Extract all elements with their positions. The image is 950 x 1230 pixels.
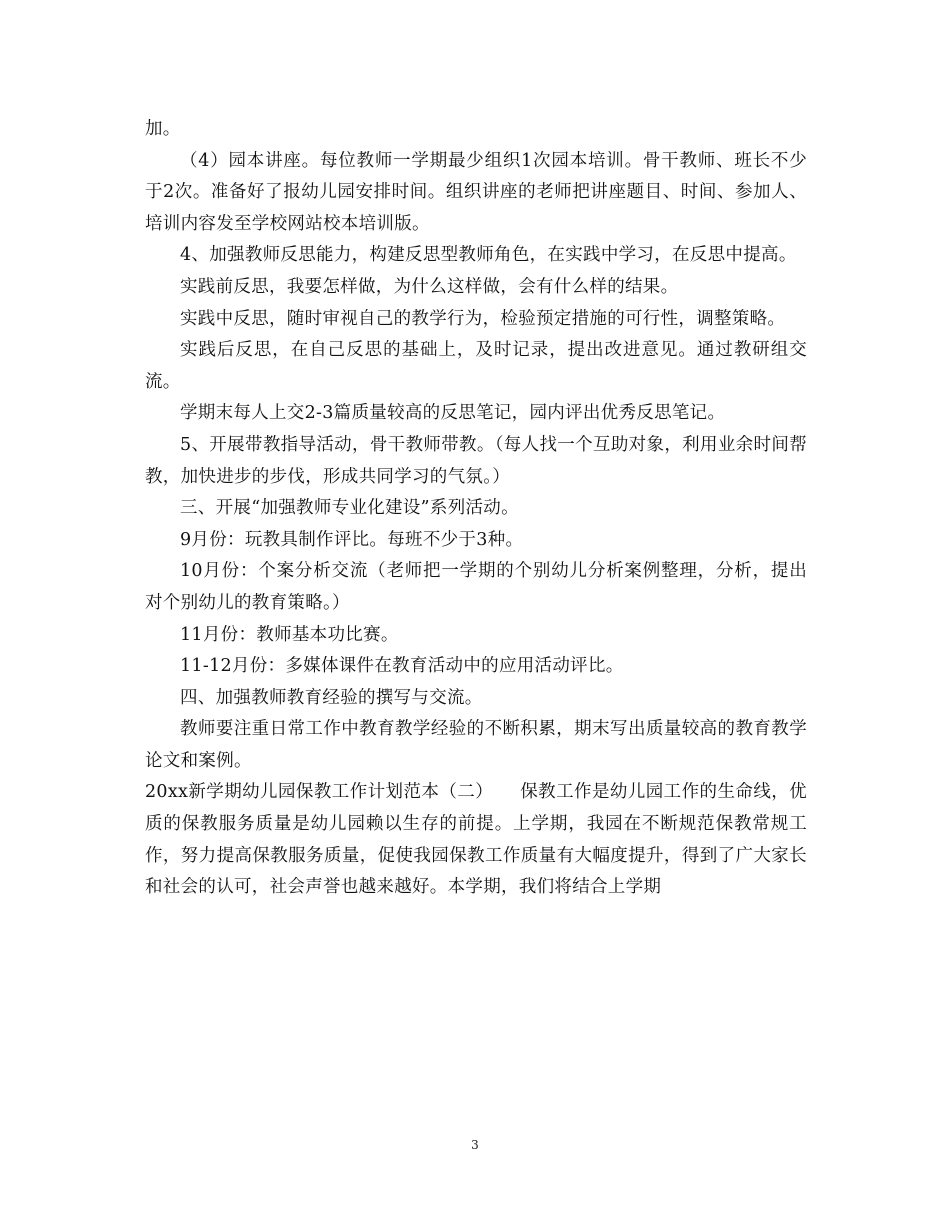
paragraph-11: 10月份：个案分析交流（老师把一学期的个别幼儿分析案例整理，分析，提出对个别幼儿的教育策略。） xyxy=(145,561,807,613)
paragraph-3: 4、加强教师反思能力，构建反思型教师角色，在实践中学习，在反思中提高。 xyxy=(180,245,797,266)
section-heading-3: 三、开展“加强教师专业化建设”系列活动。 xyxy=(180,498,519,519)
paragraph-8: 5、开展带教指导活动，骨干教师带教。（每人找一个互助对象，利用业余时间帮教，加快进步的步伐，形成共同学习的气氛。） xyxy=(145,434,807,487)
paragraph-6: 实践后反思，在自己反思的基础上，及时记录，提出改进意见。通过教研组交流。 xyxy=(145,340,807,392)
paragraph-12: 11月份：教师基本功比赛。 xyxy=(180,624,399,645)
document-body xyxy=(145,114,807,904)
section-heading-4: 四、加强教师教育经验的撰写与交流。 xyxy=(180,687,483,708)
paragraph-10: 9月份：玩教具制作评比。每班不少于3种。 xyxy=(180,529,524,550)
paragraph-1: 加。 xyxy=(145,119,181,139)
page-number: 3 xyxy=(471,1138,479,1152)
paragraph-4: 实践前反思，我要怎样做，为什么这样做，会有什么样的结果。 xyxy=(180,276,679,297)
paragraph-5: 实践中反思，随时审视自己的教学行为，检验预定措施的可行性，调整策略。 xyxy=(180,308,786,329)
paragraph-2: （4）园本讲座。每位教师一学期最少组织1次园本培训。骨干教师、班长不少于2次。准备好了报幼儿园安排时间。组织讲座的老师把讲座题目、时间、参加人、培训内容发至学校网站校本培训版。 xyxy=(145,150,807,234)
paragraph-16: 20xx新学期幼儿园保教工作计划范本（二） 保教工作是幼儿园工作的生命线，优质的保教服务质量是幼儿园赖以生存的前提。上学期，我园在不断规范保教常规工作，努力提高保教服务质量，促使我园保教工作质量有大幅度提升，得到了广大家长和社会的认可，社会声誉也越来越好。本学期，我们将结合上学期 xyxy=(145,782,807,898)
paragraph-15: 教师要注重日常工作中教育教学经验的不断积累，期末写出质量较高的教育教学论文和案例。 xyxy=(145,719,807,771)
paragraph-13: 11-12月份：多媒体课件在教育活动中的应用活动评比。 xyxy=(180,656,624,677)
paragraph-7: 学期末每人上交2-3篇质量较高的反思笔记，园内评出优秀反思笔记。 xyxy=(180,403,726,424)
